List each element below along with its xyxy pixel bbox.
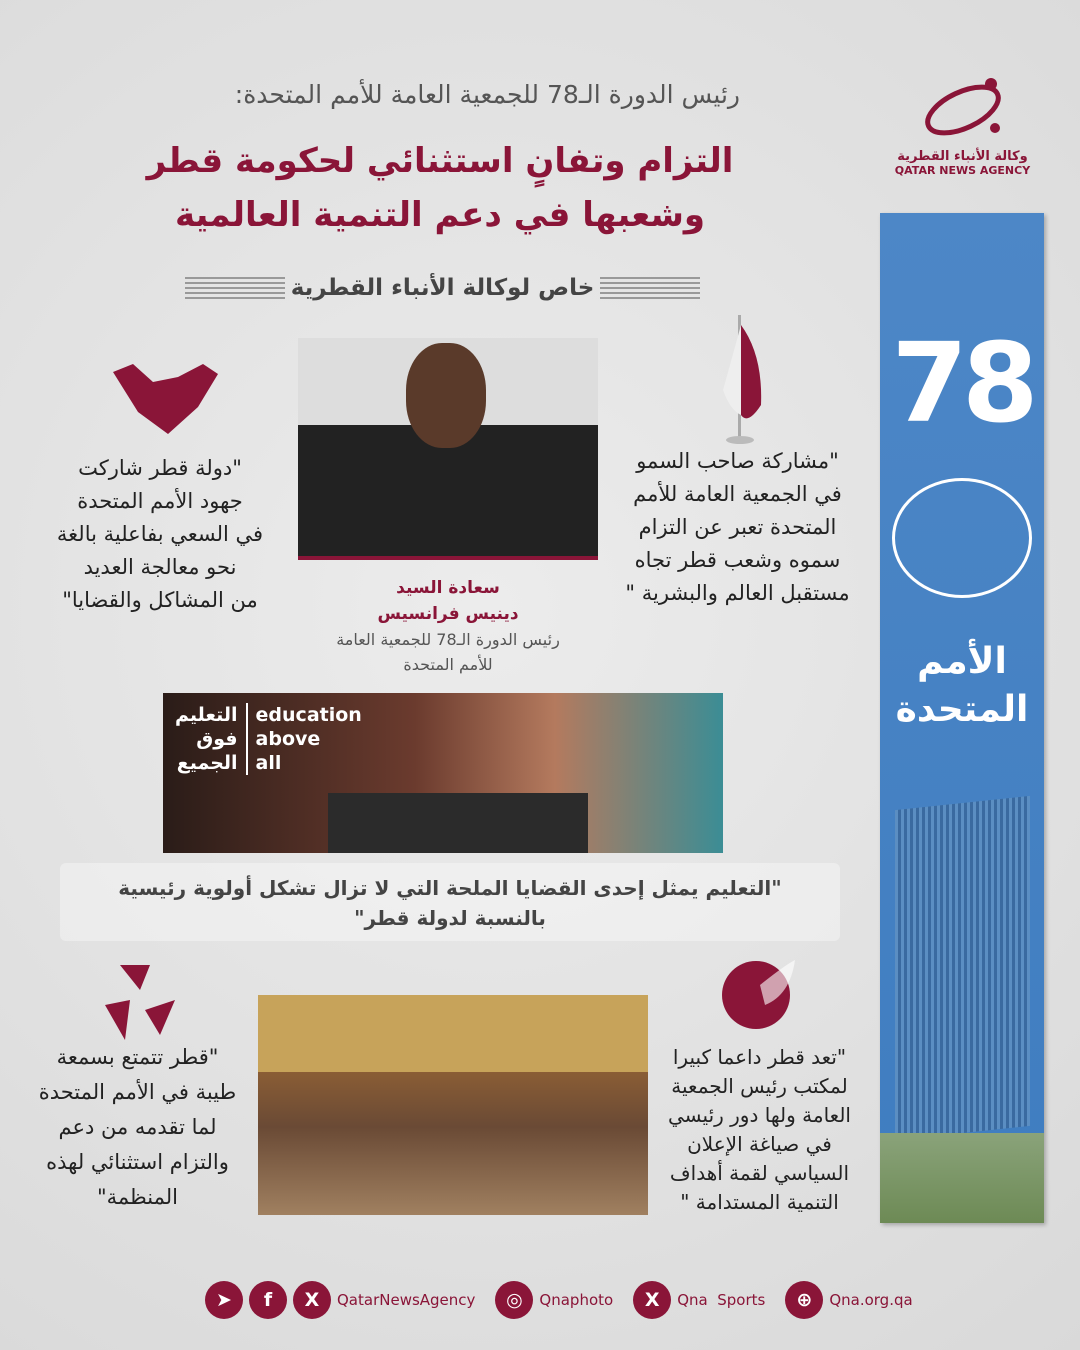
- un-building-image: [895, 796, 1030, 1140]
- session-number: 78: [891, 319, 1033, 447]
- social-handle-qna-sports[interactable]: Qna Sports: [677, 1291, 766, 1309]
- globe-leaf-icon: [720, 955, 798, 1033]
- quote-right-bottom: "تعد قطر داعما كبيرا لمكتب رئيس الجمعية العامة ولها دور رئيسي في صياغة الإعلان السياسي لقمة أهداف التنمية المستدامة ": [668, 1045, 851, 1214]
- quote-left-bottom: "قطر تتمتع بسمعة طيبة في الأمم المتحدة لما تقدمه من دعم والتزام استثنائي لهذه المنظمة": [38, 1045, 237, 1209]
- logo-english: QATAR NEWS AGENCY: [894, 164, 1031, 177]
- un-panel: [880, 213, 1044, 1223]
- speaker-photo: [298, 338, 598, 560]
- globe-icon[interactable]: ⊕: [785, 1281, 823, 1319]
- page-title: [90, 134, 790, 242]
- divider: [600, 277, 700, 299]
- general-assembly-hall-photo: [258, 995, 648, 1215]
- subtitle: رئيس الدورة الـ78 للجمعية العامة للأمم المتحدة:: [234, 80, 740, 109]
- divider: [185, 277, 285, 299]
- x-icon[interactable]: X: [293, 1281, 331, 1319]
- quote-right-top: "مشاركة صاحب السمو في الجمعية العامة للأمم المتحدة تعبر عن التزام سموه وشعب قطر تجاه مستقبل العالم والبشرية ": [625, 449, 850, 605]
- education-above-all-logo: التعليم فوق الجميع education above all: [175, 704, 362, 774]
- education-quote: "التعليم يمثل إحدى القضايا الملحة التي لا تزال تشكل أولوية رئيسية بالنسبة لدولة قطر": [60, 863, 840, 941]
- education-photo: [163, 693, 723, 853]
- speaker-name: دينيس فرانسيس: [377, 604, 519, 624]
- handshake-icon: [108, 362, 223, 437]
- speaker-head: [406, 343, 486, 448]
- exclusive-banner: [185, 270, 700, 306]
- chalkboard: [328, 793, 588, 853]
- grass-image: [880, 1133, 1044, 1223]
- instagram-icon[interactable]: ◎: [495, 1281, 533, 1319]
- un-label-line: الأمم: [917, 641, 1007, 682]
- website-link[interactable]: Qna.org.qa: [829, 1291, 913, 1309]
- qna-logo-icon: [913, 70, 1013, 145]
- social-handle-qatarnewsagency[interactable]: QatarNewsAgency: [337, 1291, 476, 1309]
- speaker-role: للأمم المتحدة: [403, 655, 493, 674]
- un-emblem-icon: [892, 478, 1032, 598]
- social-links: [205, 1280, 913, 1320]
- speaker-caption: [298, 575, 598, 677]
- qna-logo: [890, 70, 1035, 177]
- teamwork-hands-icon: [100, 960, 180, 1045]
- social-handle-qnaphoto[interactable]: Qnaphoto: [539, 1291, 614, 1309]
- x-icon[interactable]: X: [633, 1281, 671, 1319]
- un-label-line: المتحدة: [895, 689, 1029, 730]
- exclusive-label: خاص لوكالة الأنباء القطرية: [290, 275, 595, 301]
- speaker-honorific: سعادة السيد: [396, 578, 500, 598]
- logo-arabic: وكالة الأنباء القطرية: [897, 149, 1028, 164]
- telegram-icon[interactable]: ➤: [205, 1281, 243, 1319]
- title-line: وشعبها في دعم التنمية العالمية: [174, 195, 706, 235]
- speaker-role: رئيس الدورة الـ78 للجمعية العامة: [336, 630, 560, 649]
- title-line: التزام وتفانٍ استثنائي لحكومة قطر: [146, 141, 734, 181]
- quote-left-top: "دولة قطر شاركت جهود الأمم المتحدة في السعي بفاعلية بالغة نحو معالجة العديد من المشاكل والقضايا": [56, 456, 264, 612]
- un-label: [880, 638, 1044, 734]
- facebook-icon[interactable]: f: [249, 1281, 287, 1319]
- qatar-flag-icon: [718, 315, 768, 445]
